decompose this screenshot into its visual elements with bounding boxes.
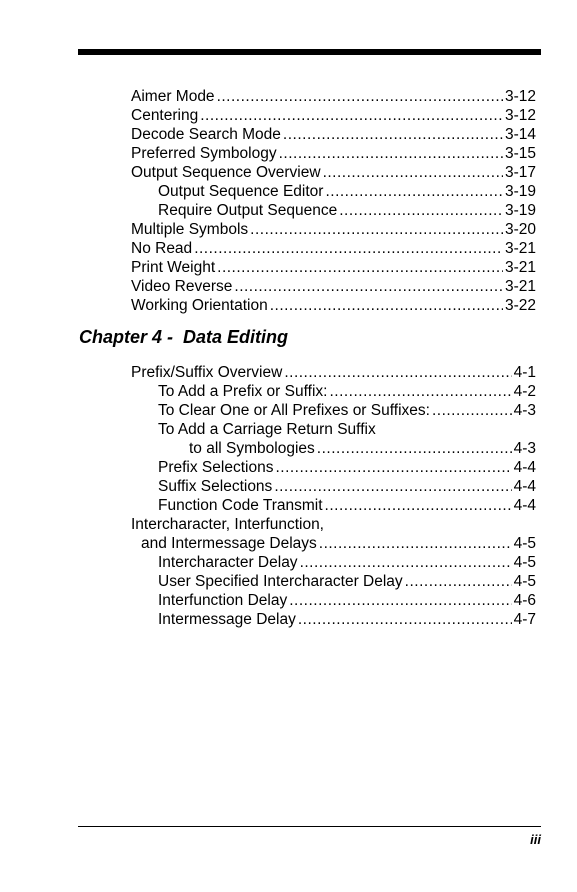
toc-section-chapter4 xyxy=(131,363,536,629)
toc-entry[interactable] xyxy=(131,182,536,201)
toc-entry-title: No Read xyxy=(131,240,193,257)
toc-entry-title: Intercharacter Delay xyxy=(158,554,298,571)
toc-leader-dots xyxy=(300,553,512,572)
toc-leader-dots xyxy=(270,296,503,315)
toc-entry[interactable] xyxy=(131,515,536,534)
toc-entry[interactable] xyxy=(131,610,536,629)
toc-entry-page: 3-19 xyxy=(504,202,536,219)
toc-entry-title: User Specified Intercharacter Delay xyxy=(158,573,403,590)
toc-entry-page: 3-15 xyxy=(504,145,536,162)
toc-leader-dots xyxy=(250,220,503,239)
toc-entry[interactable] xyxy=(131,496,536,515)
toc-entry[interactable] xyxy=(131,163,536,182)
toc-entry[interactable] xyxy=(131,420,536,439)
toc-leader-dots xyxy=(289,591,511,610)
toc-leader-dots xyxy=(298,610,512,629)
toc-entry-page: 4-3 xyxy=(513,402,536,419)
toc-leader-dots xyxy=(317,439,512,458)
toc-entry-title: to all Symbologies xyxy=(189,440,315,457)
toc-entry-title: Preferred Symbology xyxy=(131,145,277,162)
toc-entry-page: 3-21 xyxy=(504,278,536,295)
toc-entry[interactable] xyxy=(131,553,536,572)
toc-leader-dots xyxy=(200,106,503,125)
toc-entry-title: To Clear One or All Prefixes or Suffixes: xyxy=(158,402,430,419)
page-number: iii xyxy=(530,832,541,847)
header-rule xyxy=(78,49,541,55)
toc-entry[interactable] xyxy=(131,401,536,420)
toc-entry[interactable] xyxy=(131,144,536,163)
toc-entry[interactable] xyxy=(131,458,536,477)
toc-leader-dots xyxy=(319,534,512,553)
toc-entry[interactable] xyxy=(131,572,536,591)
toc-entry-title: Intercharacter, Interfunction, xyxy=(131,516,324,533)
toc-entry[interactable] xyxy=(131,277,536,296)
toc-leader-dots xyxy=(325,182,503,201)
toc-leader-dots xyxy=(432,401,512,420)
toc-entry-title: Output Sequence Editor xyxy=(158,183,324,200)
toc-entry[interactable] xyxy=(131,87,536,106)
toc-entry-page: 4-3 xyxy=(513,440,536,457)
toc-entry-page: 4-6 xyxy=(513,592,536,609)
toc-section-chapter3 xyxy=(131,87,536,315)
toc-entry-page: 4-5 xyxy=(513,535,536,552)
toc-entry-page: 4-7 xyxy=(513,611,536,628)
toc-entry[interactable] xyxy=(131,125,536,144)
toc-entry-title: Require Output Sequence xyxy=(158,202,338,219)
toc-entry[interactable] xyxy=(131,382,536,401)
toc-entry-title: Centering xyxy=(131,107,199,124)
toc-leader-dots xyxy=(274,477,511,496)
toc-entry-page: 4-4 xyxy=(513,459,536,476)
toc-entry-page: 3-12 xyxy=(504,107,536,124)
toc-entry-page: 3-21 xyxy=(504,259,536,276)
toc-entry-title: Output Sequence Overview xyxy=(131,164,321,181)
toc-entry[interactable] xyxy=(131,477,536,496)
toc-entry-title: Prefix/Suffix Overview xyxy=(131,364,283,381)
toc-entry-title: Multiple Symbols xyxy=(131,221,249,238)
toc-entry-title: Decode Search Mode xyxy=(131,126,281,143)
toc-leader-dots xyxy=(234,277,503,296)
toc-entry-title: Suffix Selections xyxy=(158,478,273,495)
toc-entry-page: 3-19 xyxy=(504,183,536,200)
toc-entry-title: To Add a Carriage Return Suffix xyxy=(158,421,376,438)
toc-entry-title: To Add a Prefix or Suffix: xyxy=(158,383,328,400)
footer-rule xyxy=(78,826,541,827)
toc-entry-page: 3-22 xyxy=(504,297,536,314)
toc-entry-title: Print Weight xyxy=(131,259,216,276)
toc-entry-page: 4-5 xyxy=(513,554,536,571)
toc-entry-title: Working Orientation xyxy=(131,297,268,314)
toc-leader-dots xyxy=(217,258,503,277)
toc-entry-page: 3-21 xyxy=(504,240,536,257)
toc-leader-dots xyxy=(284,363,511,382)
toc-entry[interactable] xyxy=(131,534,536,553)
toc-entry[interactable] xyxy=(131,239,536,258)
toc-leader-dots xyxy=(323,163,503,182)
toc-entry[interactable] xyxy=(131,106,536,125)
toc-entry-title: Interfunction Delay xyxy=(158,592,288,609)
toc-entry[interactable] xyxy=(131,591,536,610)
toc-entry-page: 4-4 xyxy=(513,478,536,495)
toc-entry-page: 4-5 xyxy=(513,573,536,590)
toc-entry-page: 3-20 xyxy=(504,221,536,238)
toc-leader-dots xyxy=(275,458,511,477)
toc-entry[interactable] xyxy=(131,296,536,315)
toc-entry-title: Intermessage Delay xyxy=(158,611,296,628)
toc-entry-title: Video Reverse xyxy=(131,278,233,295)
chapter-heading: Chapter 4 - Data Editing xyxy=(79,327,289,347)
toc-leader-dots xyxy=(325,496,512,515)
toc-leader-dots xyxy=(279,144,503,163)
toc-entry-title: Function Code Transmit xyxy=(158,497,323,514)
toc-leader-dots xyxy=(339,201,503,220)
toc-entry-page: 3-17 xyxy=(504,164,536,181)
toc-entry[interactable] xyxy=(131,201,536,220)
toc-entry[interactable] xyxy=(131,258,536,277)
toc-leader-dots xyxy=(194,239,503,258)
toc-leader-dots xyxy=(329,382,511,401)
toc-entry-page: 4-4 xyxy=(513,497,536,514)
toc-entry[interactable] xyxy=(131,439,536,458)
toc-leader-dots xyxy=(405,572,512,591)
toc-entry-page: 4-2 xyxy=(513,383,536,400)
toc-entry[interactable] xyxy=(131,220,536,239)
toc-entry-page: 3-14 xyxy=(504,126,536,143)
toc-entry-title: Prefix Selections xyxy=(158,459,274,476)
toc-entry-title: and Intermessage Delays xyxy=(141,535,317,552)
toc-entry[interactable] xyxy=(131,363,536,382)
toc-entry-title: Aimer Mode xyxy=(131,88,215,105)
toc-leader-dots xyxy=(217,87,503,106)
toc-entry-page: 4-1 xyxy=(513,364,536,381)
toc-leader-dots xyxy=(283,125,503,144)
toc-entry-page: 3-12 xyxy=(504,88,536,105)
